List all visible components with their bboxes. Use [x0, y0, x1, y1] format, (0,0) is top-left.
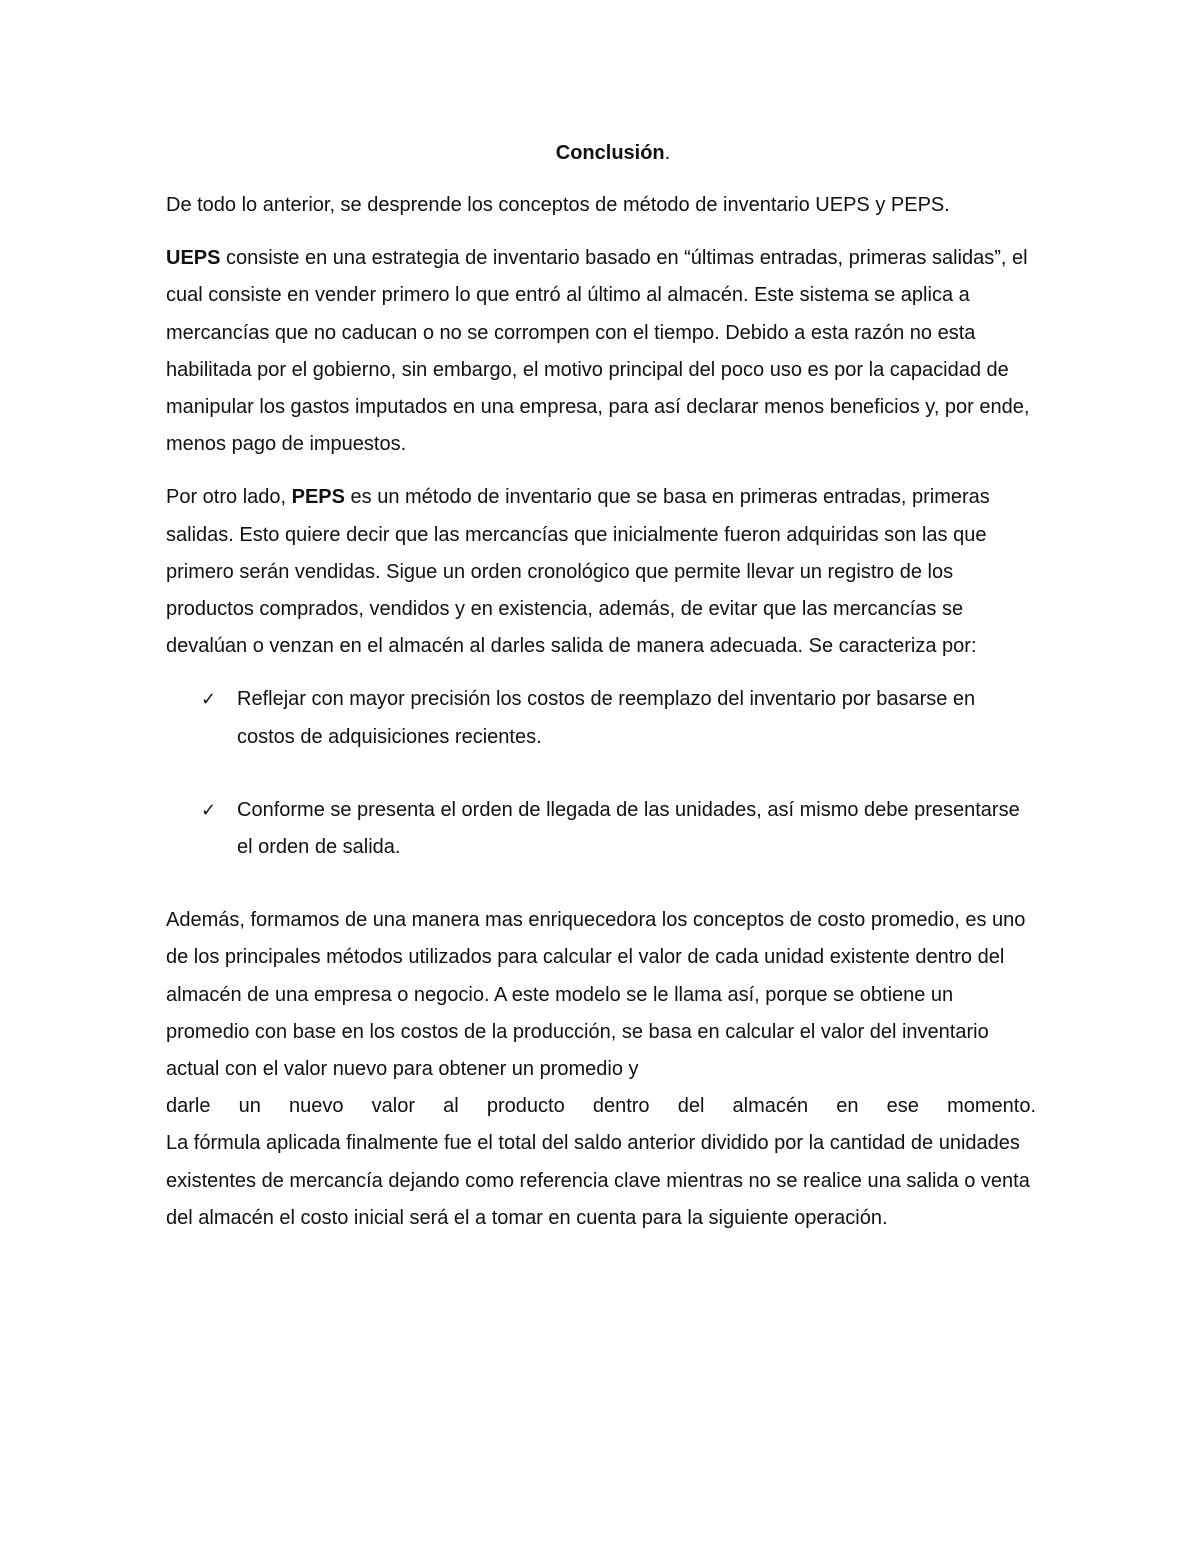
- page-title-text: Conclusión: [555, 142, 665, 164]
- page-title-period: .: [664, 142, 671, 164]
- list-item-text: Reflejar con mayor precisión los costos de reemplazo del inventario por basarse en costos de adquisiciones recientes.: [237, 688, 976, 748]
- average-cost-paragraph: [166, 902, 1036, 1237]
- peps-description: es un método de inventario que se basa en primeras entradas, primeras salidas. Esto quiere decir que las mercancías que inicialmente fueron adquiridas son las que primero serán vendidas. Sigue un orden cronológico que permite llevar un registro de los productos comprados, vendidos y en existencia, además, de evitar que las mercancías se devalúan o venzan en el almacén al darles salida de manera adecuada. Se caracteriza por:: [166, 486, 990, 658]
- peps-lead: Por otro lado,: [166, 486, 292, 509]
- peps-paragraph: [166, 479, 1036, 665]
- average-cost-last-line: darle un nuevo valor al producto dentro del almacén en ese momento.: [166, 1095, 1036, 1118]
- intro-paragraph: De todo lo anterior, se desprende los conceptos de método de inventario UEPS y PEPS.: [166, 194, 950, 216]
- list-item-text: Conforme se presenta el orden de llegada de las unidades, así mismo debe presentarse el orden de salida.: [237, 798, 1020, 859]
- checkmark-icon: ✓: [201, 799, 217, 821]
- document-body: [166, 136, 1036, 1237]
- peps-term: PEPS: [291, 486, 345, 509]
- ueps-term: UEPS: [166, 247, 221, 270]
- formula-text: La fórmula aplicada finalmente fue el total del saldo anterior dividido por la cantidad de unidades existentes de mercancía dejando como referencia clave mientras no se realice una salida o venta del almacén el costo inicial será el a tomar en cuenta para la siguiente operación.: [166, 1132, 1030, 1229]
- average-cost-text: Además, formamos de una manera mas enriquecedora los conceptos de costo promedio, es uno de los principales métodos utilizados para calcular el valor de cada unidad existente dentro del almacén de una empresa o negocio. A este modelo se le llama así, porque se obtiene un promedio con base en los costos de la producción, se basa en calcular el valor del inventario actual con el valor nuevo para obtener un promedio y: [166, 909, 1026, 1081]
- list-item: [166, 792, 1036, 866]
- page-title: [178, 136, 1048, 170]
- checkmark-icon: ✓: [201, 689, 217, 711]
- list-item: [166, 681, 1036, 755]
- ueps-paragraph: [166, 240, 1036, 463]
- ueps-description: consiste en una estrategia de inventario basado en “últimas entradas, primeras salidas”, el cual consiste en vender primero lo que entró al último al almacén. Este sistema se aplica a mercancías que no caducan o no se corrompen con el tiempo. Debido a esta razón no esta habilitada por el gobierno, sin embargo, el motivo principal del poco uso es por la capacidad de manipular los gastos imputados en una empresa, para así declarar menos beneficios y, por ende, menos pago de impuestos.: [166, 247, 1030, 456]
- peps-characteristics-list: [166, 681, 1036, 866]
